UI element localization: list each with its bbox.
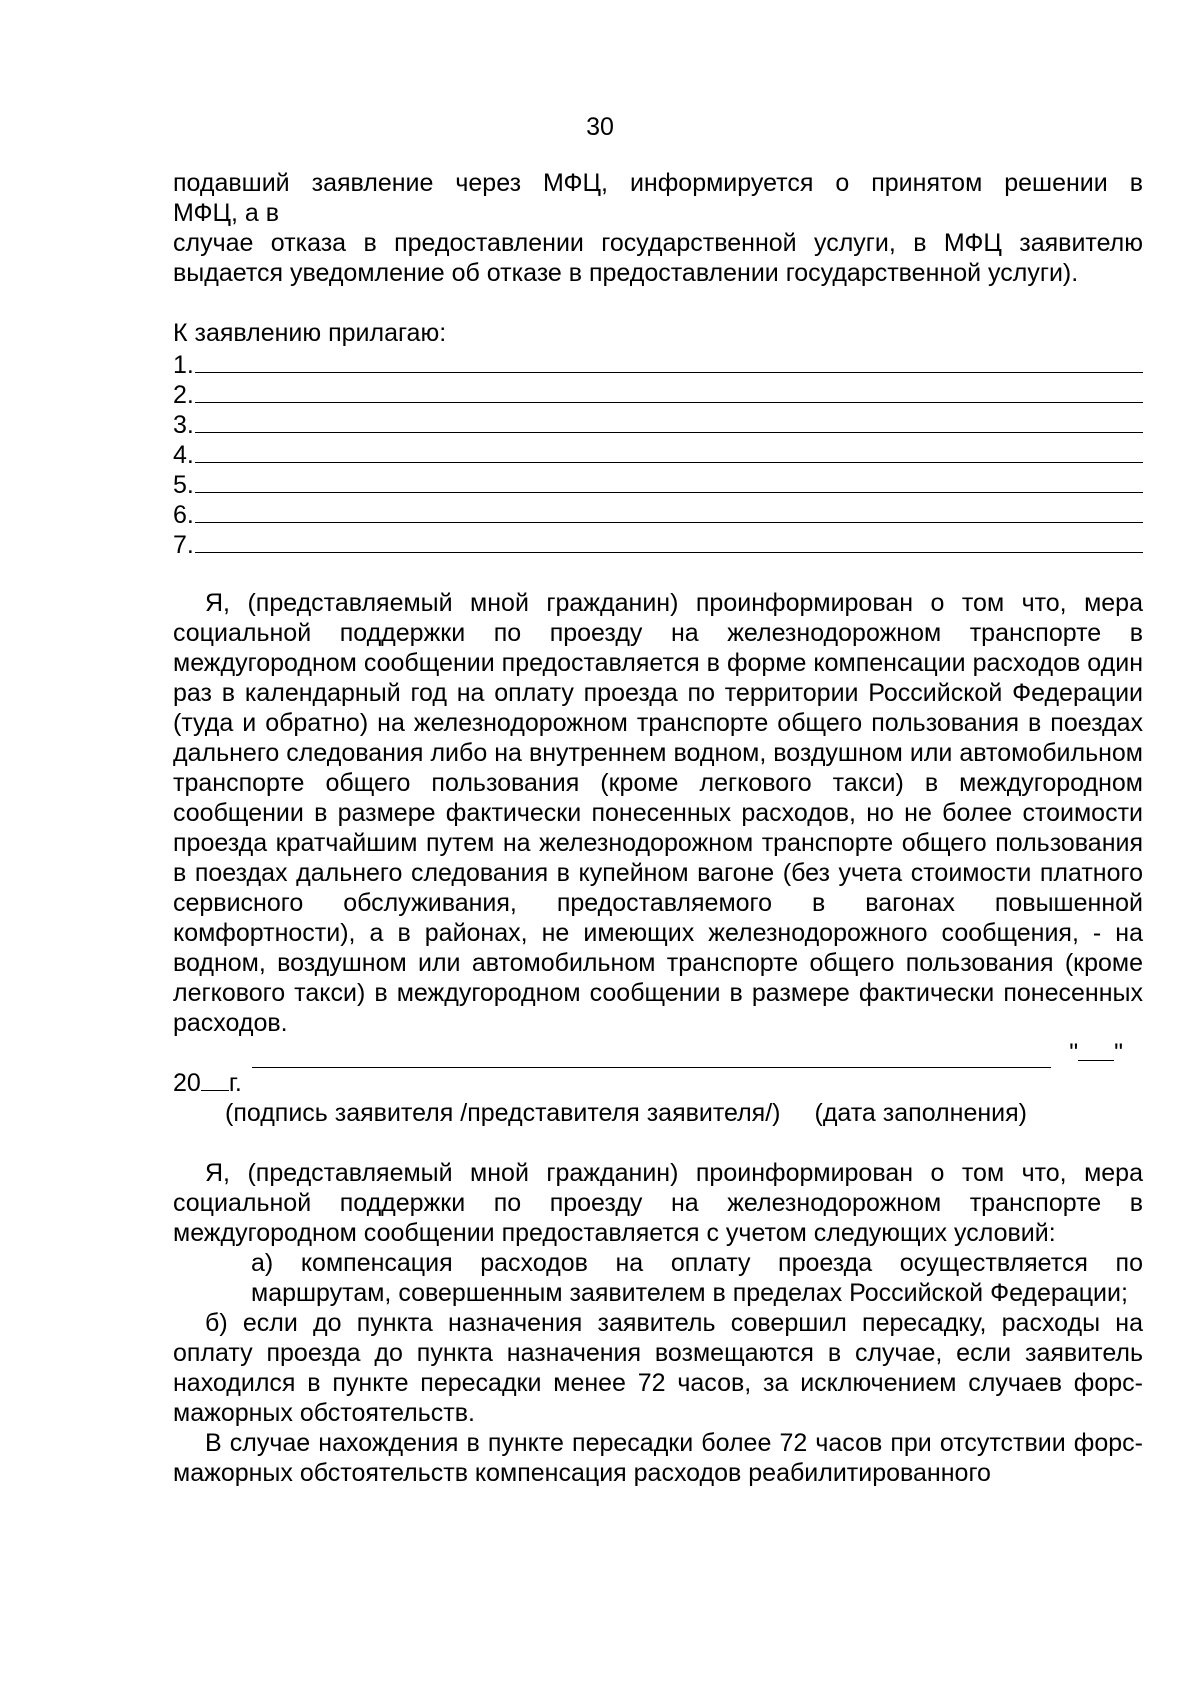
attachment-number: 6. xyxy=(173,501,194,529)
condition-a-text: а) компенсация расходов на оплату проезда осуществляется по маршрутам, совершенным заявителем в пределах Российской Федерации; xyxy=(251,1249,1143,1307)
day-blank[interactable] xyxy=(1078,1038,1114,1061)
condition-b: б) если до пункта назначения заявитель совершил пересадку, расходы на оплату проезда до пункта назначения возмещаются в случае, если заявитель находился в пункте пересадки менее 72 часов, за исключением случаев форс-мажорных обстоятельств. xyxy=(173,1309,1143,1427)
attachment-item[interactable] xyxy=(173,348,1143,378)
page-content xyxy=(173,168,1143,1488)
attachment-number: 2. xyxy=(173,381,194,409)
signature-line[interactable] xyxy=(252,1045,1051,1068)
attachment-number: 1. xyxy=(173,351,194,379)
attachment-item[interactable] xyxy=(173,528,1143,558)
date-caption-label: (дата заполнения) xyxy=(814,1099,1027,1127)
notice-paragraph-1: Я, (представляемый мной гражданин) проинформирован о том что, мера социальной поддержки по проезду на железнодорожном транспорте в междугородном сообщении предоставляется в форме компенсации расходов один раз в календарный год на оплату проезда по территории Российской Федерации (туда и обратно) на железнодорожном транспорте общего пользования в поездах дальнего следования либо на внутреннем водном, воздушном или автомобильном транспорте общего пользования (кроме легкового такси) в междугородном сообщении в размере фактически понесенных расходов, но не более стоимости проезда кратчайшим путем на железнодорожном транспорте общего пользования в поездах дальнего следования в купейном вагоне (без учета стоимости платного сервисного обслуживания, предоставляемого в вагонах повышенной комфортности), а в районах, не имеющих железнодорожного сообщения, - на водном, воздушном или автомобильном транспорте общего пользования (кроме легкового такси) в междугородном сообщении в размере фактически понесенных расходов. xyxy=(173,589,1143,1037)
signature-row xyxy=(173,1038,1143,1068)
intro-line-2: МФЦ, а в xyxy=(173,199,280,227)
attachment-fill-line[interactable] xyxy=(195,498,1143,523)
spacer xyxy=(173,1128,1143,1158)
intro-line-1: подавший заявление через МФЦ, информируется о принятом решении в xyxy=(173,169,1143,197)
quote-close: " xyxy=(1114,1039,1123,1067)
year-suffix: г. xyxy=(228,1069,242,1097)
attachment-item[interactable] xyxy=(173,438,1143,468)
attachment-item[interactable] xyxy=(173,498,1143,528)
intro-paragraph: случае отказа в предоставлении государственной услуги, в МФЦ заявителю выдается уведомление об отказе в предоставлении государственной услуги). xyxy=(173,229,1143,287)
attachment-fill-line[interactable] xyxy=(195,528,1143,553)
year-row xyxy=(173,1068,1143,1098)
attachment-item[interactable] xyxy=(173,468,1143,498)
attachment-number: 4. xyxy=(173,441,194,469)
attachment-number: 5. xyxy=(173,471,194,499)
attachment-fill-line[interactable] xyxy=(195,468,1143,493)
signature-caption-label: (подпись заявителя /представителя заявителя/) xyxy=(225,1099,781,1127)
attachment-fill-line[interactable] xyxy=(195,438,1143,463)
attachment-number: 7. xyxy=(173,531,194,559)
year-blank[interactable] xyxy=(201,1068,229,1091)
condition-a xyxy=(173,1248,1143,1308)
spacer xyxy=(173,288,1143,318)
spacer xyxy=(173,558,1143,588)
attachment-fill-line[interactable] xyxy=(195,378,1143,403)
date-day-field[interactable] xyxy=(1069,1038,1123,1068)
year-prefix: 20 xyxy=(173,1069,201,1097)
notice-paragraph-2: Я, (представляемый мной гражданин) проинформирован о том что, мера социальной поддержки по проезду на железнодорожном транспорте в междугородном сообщении предоставляется с учетом следующих условий: xyxy=(173,1159,1143,1247)
attachments-list xyxy=(173,348,1143,558)
attachment-item[interactable] xyxy=(173,408,1143,438)
attachment-number: 3. xyxy=(173,411,194,439)
attachment-fill-line[interactable] xyxy=(195,348,1143,373)
quote-open: " xyxy=(1069,1039,1079,1067)
attachment-fill-line[interactable] xyxy=(195,408,1143,433)
signature-caption xyxy=(173,1098,1143,1128)
condition-c: В случае нахождения в пункте пересадки более 72 часов при отсутствии форс-мажорных обстоятельств компенсация расходов реабилитированного xyxy=(173,1429,1143,1487)
attachment-item[interactable] xyxy=(173,378,1143,408)
attachments-heading: К заявлению прилагаю: xyxy=(173,319,447,347)
page-number: 30 xyxy=(586,113,614,141)
